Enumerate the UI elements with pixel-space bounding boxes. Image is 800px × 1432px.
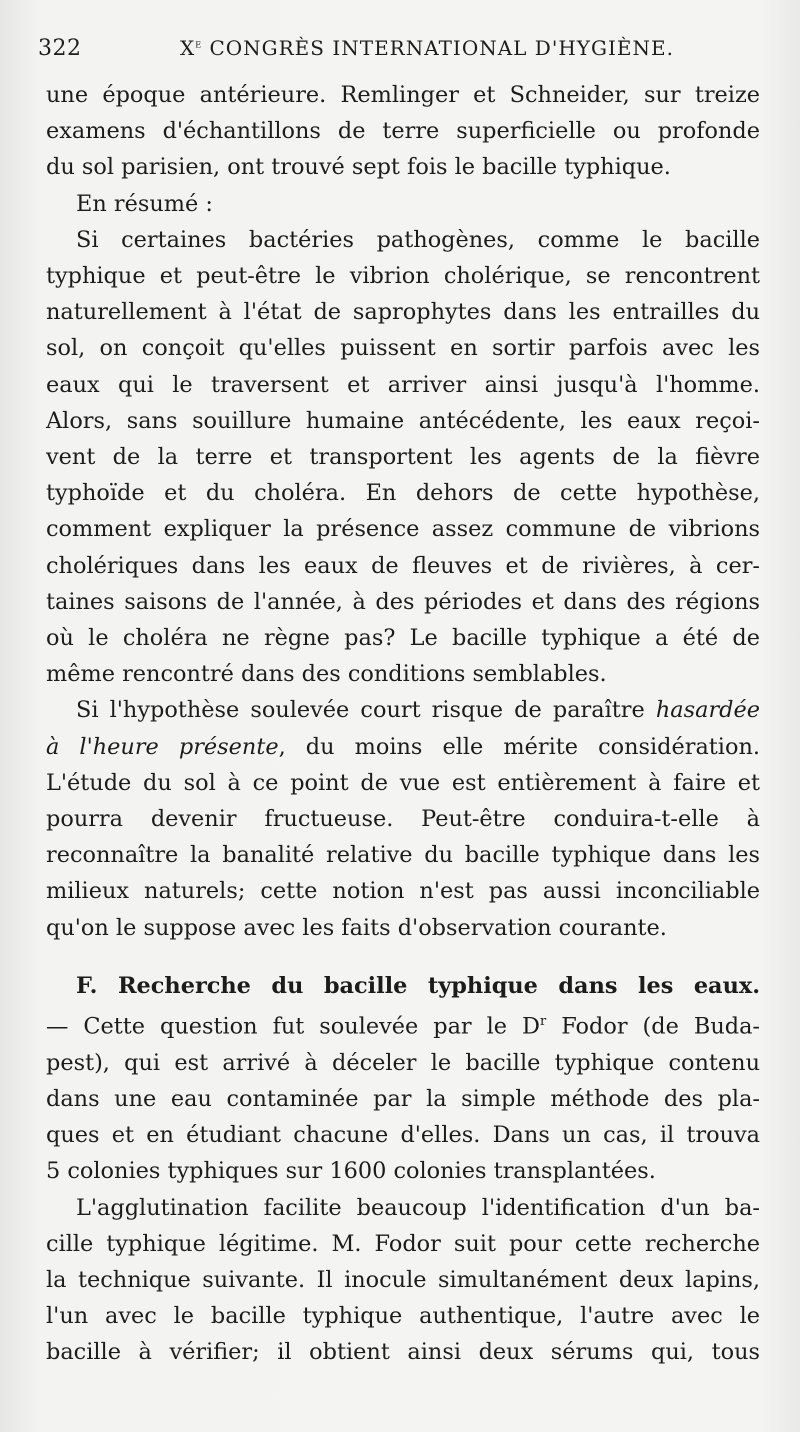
section-title: F. Recherche du bacille typhique dans les eaux. [76,972,760,999]
text-line: ques et en étudiant chacune d'elles. Dans un cas, il trouva [46,1122,760,1149]
text-line: du sol parisien, ont trouvé sept fois le bacille typhique. [46,154,671,181]
text-line [46,729,760,765]
running-title-sup: e [195,36,203,51]
text-line: taines saisons de l'année, à des périodes et dans des régions [46,588,760,615]
text-line: En résumé : [76,190,213,217]
text-line [46,692,760,728]
text-line: eaux qui le traversent et arriver ainsi jusqu'à l'homme. [46,371,760,398]
text-line: Si certaines bactéries pathogènes, comme le bacille [76,226,760,253]
text-line: examens d'échantillons de terre superficielle ou profonde [46,118,760,145]
text-line: l'un avec le bacille typhique authentique, l'autre avec le [46,1303,760,1330]
text-line: sol, on conçoit qu'elles puissent en sortir parfois avec les [46,335,760,362]
text-run: Si l'hypothèse soulevée court risque de paraître [76,697,656,724]
text-line: reconnaître la banalité relative du bacille typhique dans les [46,842,760,869]
text-line: 5 colonies typhiques sur 1600 colonies transplantées. [46,1158,656,1185]
text-run: — Cette question fut soulevée par le D [46,1013,541,1040]
text-line: une époque antérieure. Remlinger et Schneider, sur treize [46,82,760,108]
paragraph-summary [46,222,760,693]
paragraph-summary-label [46,186,760,222]
text-line: où le choléra ne règne pas? Le bacille typhique a été de [46,625,760,652]
text-line: naturellement à l'état de saprophytes dans les entrailles du [46,299,760,326]
text-line: pourra devenir fructueuse. Peut-être conduira-t-elle à [46,806,760,833]
text-line: typhique et peut-être le vibrion cholérique, se rencontrent [46,263,760,290]
text-line: dans une eau contaminée par la simple méthode des pla- [46,1085,760,1112]
running-title [180,36,674,60]
paragraph-agglutination [46,1190,760,1371]
text-line [46,1004,760,1045]
section-f [46,968,760,1190]
text-line: Alors, sans souillure humaine antécédente, les eaux reçoi- [46,407,760,434]
page-number: 322 [38,36,82,61]
text-line: L'agglutination facilite beaucoup l'identification d'un ba- [76,1194,760,1221]
text-line: même rencontré dans des conditions semblables. [46,661,607,688]
text-line: pest), qui est arrivé à déceler le bacille typhique contenu [46,1049,760,1076]
paragraph-hypothesis [46,692,760,945]
running-title-prefix: X [180,36,196,60]
text-run: , du moins elle mérite considération. [278,733,760,760]
section-spacer [46,946,760,968]
text-line: qu'on le suppose avec les faits d'observation courante. [46,914,667,941]
page-body [46,77,760,1371]
doctor-abbrev-sup: r [540,1014,547,1030]
text-line: la technique suivante. Il inocule simultanément deux lapins, [46,1266,760,1293]
text-line: milieux naturels; cette notion n'est pas aussi inconciliable [46,878,760,905]
text-line: cille typhique légitime. M. Fodor suit pour cette recherche [46,1230,760,1257]
text-line: L'étude du sol à ce point de vue est entièrement à faire et [46,769,760,796]
text-line: cholériques dans les eaux de fleuves et de rivières, à cer- [46,552,760,579]
italic-text: hasardée [655,697,760,724]
paragraph-continuation [46,77,760,186]
text-line: comment expliquer la présence assez commune de vibrions [46,516,760,543]
running-title-rest: CONGRÈS INTERNATIONAL D'HYGIÈNE. [202,36,674,60]
text-line: bacille à vérifier; il obtient ainsi deux sérums qui, tous [46,1339,760,1366]
running-header [38,36,758,66]
text-run: Fodor (de Buda- [546,1013,760,1040]
text-line: vent de la terre et transportent les agents de la fièvre [46,444,760,471]
italic-text: à l'heure présente [46,733,279,760]
text-line: typhoïde et du choléra. En dehors de cette hypothèse, [46,480,760,507]
